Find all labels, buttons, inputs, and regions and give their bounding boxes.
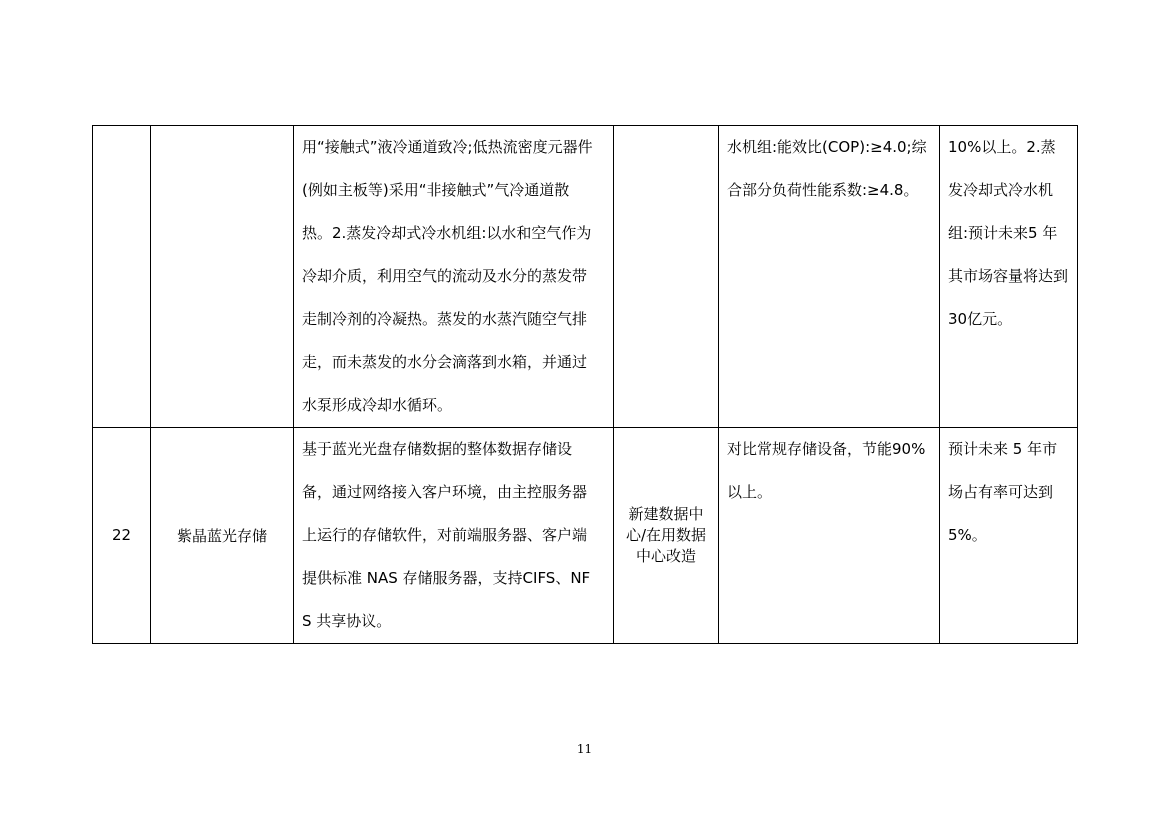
energy-efficiency: 对比常规存储设备，节能90%以上。 bbox=[719, 428, 940, 644]
row-number bbox=[93, 126, 151, 428]
technology-table bbox=[92, 125, 1078, 644]
application-scenario bbox=[614, 126, 719, 428]
market-forecast: 预计未来 5 年市场占有率可达到5%。 bbox=[940, 428, 1078, 644]
page-number: 11 bbox=[576, 742, 593, 756]
row-number: 22 bbox=[93, 428, 151, 644]
market-forecast: 10%以上。2.蒸发冷却式冷水机组:预计未来5 年其市场容量将达到30亿元。 bbox=[940, 126, 1078, 428]
technology-description: 用“接触式”液冷通道致冷;低热流密度元器件(例如主板等)采用“非接触式”气冷通道散热。2.蒸发冷却式冷水机组:以水和空气作为冷却介质，利用空气的流动及水分的蒸发带走制冷剂的冷凝热。蒸发的水蒸汽随空气排走，而未蒸发的水分会滴落到水箱，并通过水泵形成冷却水循环。 bbox=[294, 126, 614, 428]
technology-name bbox=[151, 126, 294, 428]
technology-description: 基于蓝光光盘存储数据的整体数据存储设备，通过网络接入客户环境，由主控服务器上运行的存储软件，对前端服务器、客户端提供标准 NAS 存储服务器，支持CIFS、NFS 共享协议。 bbox=[294, 428, 614, 644]
table-row bbox=[93, 428, 1078, 644]
application-scenario: 新建数据中心/在用数据中心改造 bbox=[614, 428, 719, 644]
technology-name: 紫晶蓝光存储 bbox=[151, 428, 294, 644]
table-row bbox=[93, 126, 1078, 428]
energy-efficiency: 水机组:能效比(COP):≥4.0;综合部分负荷性能系数:≥4.8。 bbox=[719, 126, 940, 428]
